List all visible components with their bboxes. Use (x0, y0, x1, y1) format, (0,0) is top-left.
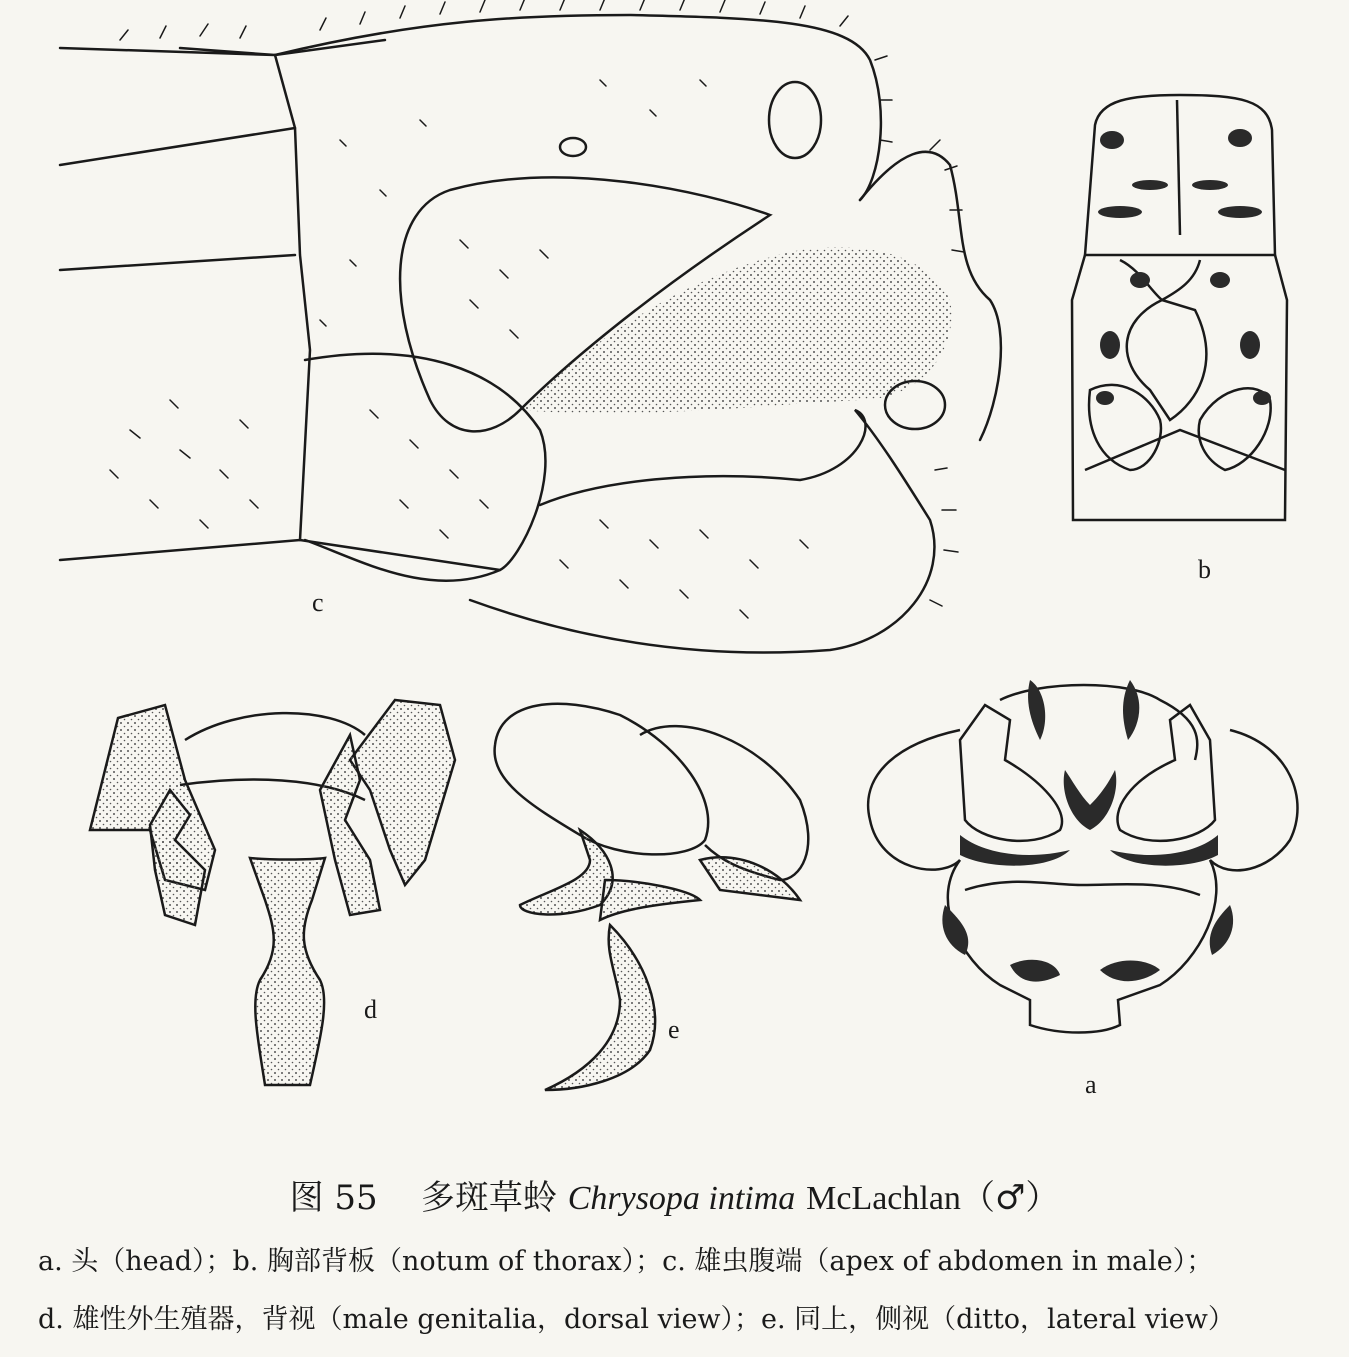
panel-c-abdomen-apex (60, 0, 1001, 653)
panel-a-head (868, 680, 1297, 1033)
species-author: McLachlan (806, 1180, 961, 1217)
caption-title (0, 1170, 1349, 1219)
figure-number: 图 55 (289, 1178, 378, 1218)
species-chinese-name: 多斑草蛉 (420, 1178, 557, 1218)
panel-b-thorax-notum (1072, 95, 1287, 520)
label-panel-c: c (312, 588, 324, 617)
label-panel-a: a (1085, 1070, 1097, 1099)
label-panel-d: d (364, 995, 377, 1024)
label-panel-b: b (1198, 555, 1211, 584)
caption-legend-line-2: d. 雄性外生殖器，背视（male genitalia，dorsal view）；e. 同上，侧视（ditto，lateral view） (38, 1304, 1235, 1335)
species-scientific-name: Chrysopa intima (567, 1180, 796, 1217)
figure-caption (0, 1170, 1349, 1349)
panel-e-genitalia-lateral (495, 704, 809, 1090)
sex-symbol: （♂） (960, 1178, 1060, 1218)
caption-legend-line-1: a. 头（head）；b. 胸部背板（notum of thorax）；c. 雄虫腹端（apex of abdomen in male）； (38, 1246, 1214, 1277)
label-panel-e: e (668, 1015, 680, 1044)
panel-d-genitalia-dorsal (90, 700, 455, 1085)
